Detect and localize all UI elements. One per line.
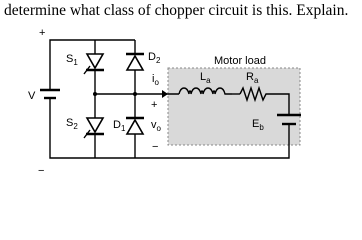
io-arrow	[162, 90, 168, 98]
diode-d1-symbol	[126, 118, 144, 134]
diode-d2-symbol	[126, 54, 144, 70]
motor-load-box	[168, 68, 300, 145]
source-minus-sign: −	[38, 165, 45, 177]
d1-label: $D_1$	[113, 119, 126, 133]
thyristor-s2-symbol	[84, 118, 104, 138]
question-text: determine what class of chopper circuit is this. Explain.	[4, 2, 349, 19]
vo-plus-sign: +	[151, 99, 158, 111]
dc-source-symbol	[40, 90, 60, 98]
junction-dot-right	[133, 92, 137, 96]
s1-label: $S_1$	[66, 53, 78, 67]
vo-minus-sign: −	[152, 141, 159, 153]
s2-label: $S_2$	[66, 117, 78, 131]
eb-label: $E_b$	[252, 118, 264, 132]
la-label: $L_a$	[200, 71, 211, 85]
junction-dot-mid	[93, 92, 97, 96]
io-label: $i_o$	[152, 73, 159, 87]
vo-label: $v_o$	[151, 119, 161, 133]
thyristor-s1-symbol	[84, 54, 104, 74]
source-label: V	[28, 90, 36, 102]
d2-label: $D_2$	[148, 51, 161, 65]
source-plus-sign: +	[39, 27, 46, 39]
ra-label: $R_a$	[246, 71, 259, 85]
motor-load-label: Motor load	[214, 55, 266, 67]
